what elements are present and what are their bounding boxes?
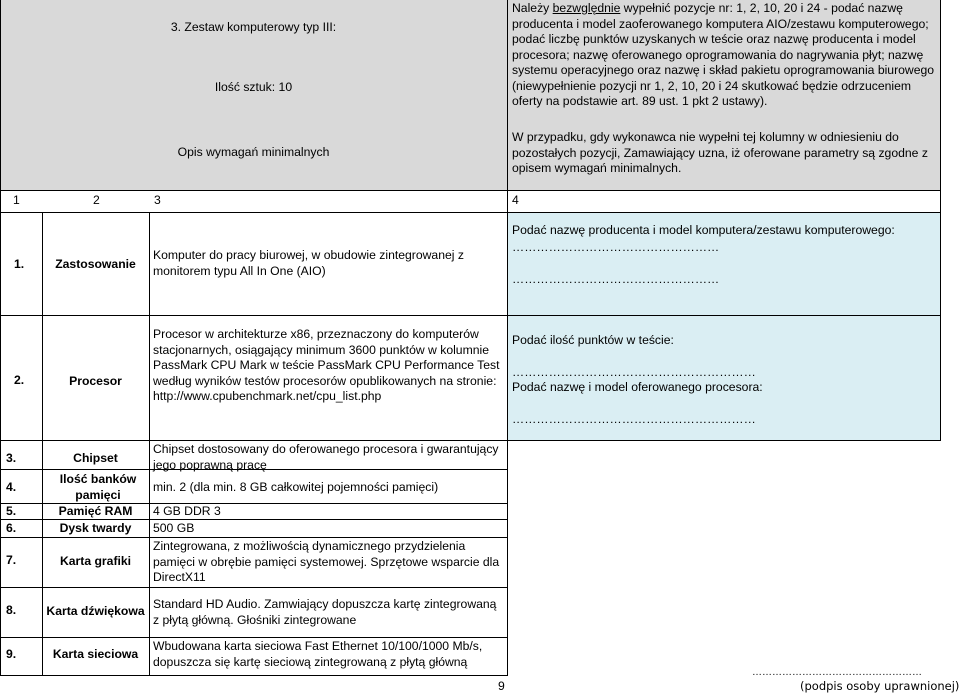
row-description: Zintegrowana, z możliwością dynamicznego przydzielenia pamięci w obrębie pamięci systemowej. Sprzętowe wsparcie dla DirectX11 [153, 539, 500, 584]
grid-line [940, 0, 941, 441]
quantity-label: Ilość sztuk: 10 [214, 80, 293, 94]
grid-line [0, 0, 1, 676]
grid-line [0, 637, 507, 638]
answer-line: …………………………………………………… [512, 365, 756, 379]
grid-line [0, 212, 941, 213]
row-number: 9. [6, 647, 17, 661]
column-number: 4 [512, 193, 519, 207]
row-description: Procesor w architekturze x86, przeznaczony do komputerów stacjonarnych, osiągający minimum 3600 punktów w kolumnie PassMark CPU Mark w teście PassMark CPU Performance Test według wyników testów procesorów opublikowanych na stronie: http://www.cpubenchmark.net/cpu_list.php [153, 327, 500, 403]
instruction-text: Należy bezwględnie wypełnić pozycje nr: 1, 2, 10, 20 i 24 - podać nazwę producenta i model zaoferowanego komputera AIO/zestawu komputerowego; podać liczbę punktów uzyskanych w teście oraz nazwę producenta i model procesora; nazwę oferowanego oprogramowania do nagrywania płyt; nazwę systemu operacyjnego oraz nazwę i skład pakietu oprogramowania biurowego (niewypełnienie pozycji nr 1, 2, 10, 20 i 24 skutkować będzie odrzuceniem oferty na podstawie art. 89 ust. 1 pkt 2 ustawy). [512, 1, 935, 108]
row-description: min. 2 (dla min. 8 GB całkowitej pojemności pamięci) [153, 480, 439, 494]
grid-line [0, 315, 941, 316]
requirements-title: Opis wymagań minimalnych [177, 145, 330, 159]
row-name: Pamięć RAM [58, 504, 133, 518]
answer-line: …………………………………………………… [512, 412, 756, 426]
row-number: 1. [14, 257, 25, 271]
row-name: Chipset [73, 451, 118, 465]
row-number: 5. [6, 504, 17, 518]
row-description: 500 GB [153, 521, 195, 535]
row-description: Chipset dostosowany do oferowanego procesora i gwarantujący jego poprawną pracę [153, 442, 499, 472]
grid-line [0, 537, 507, 538]
grid-line [0, 190, 941, 191]
row-number: 7. [6, 553, 17, 567]
grid-line [507, 0, 508, 676]
row-number: 6. [6, 521, 17, 535]
row-number: 2. [14, 373, 25, 387]
note-text: W przypadku, gdy wykonawca nie wypełni tej kolumny w odniesieniu do pozostałych pozycji, Zamawiający uzna, iż oferowane parametry są zgodne z opisem wymagań minimalnych. [512, 130, 928, 175]
grid-line [149, 212, 150, 676]
grid-line [0, 675, 507, 676]
row-number: 8. [6, 603, 17, 617]
row-name: Zastosowanie [55, 257, 136, 271]
column-number: 2 [93, 193, 100, 207]
grid-line [0, 440, 941, 441]
page-number: 9 [498, 679, 505, 693]
signature-label: (podpis osoby uprawnionej) [800, 679, 960, 693]
signature-dots: …………………………………………… [752, 667, 922, 678]
row-description: Komputer do pracy biurowej, w obudowie zintegrowanej z monitorem typu All In One (AIO) [153, 248, 464, 278]
row-name: Karta grafiki [59, 554, 132, 568]
column-number: 3 [154, 193, 161, 207]
set-title: 3. Zestaw komputerowy typ III: [170, 20, 337, 34]
row-description: Wbudowana karta sieciowa Fast Ethernet 10/100/1000 Mb/s, dopuszcza się kartę sieciową zintegrowaną z płytą główną [153, 639, 483, 669]
answer-line: Podać nazwę producenta i model komputera/zestawu komputerowego: [512, 223, 895, 237]
answer-line: …………………………………………… [512, 240, 720, 254]
row-name: Procesor [69, 374, 122, 388]
grid-line [0, 587, 507, 588]
answer-line: Podać ilość punktów w teście: [512, 333, 674, 347]
row-name: Dysk twardy [59, 521, 132, 535]
row-name: Karta dźwiękowa [46, 604, 145, 618]
row-name: Ilość banków pamięci [59, 472, 137, 502]
column-number: 1 [13, 193, 20, 207]
row-number: 3. [6, 451, 17, 465]
row-description: Standard HD Audio. Zamwiający dopuszcza kartę zintegrowaną z płytą główną. Głośniki zintegrowane [153, 597, 497, 627]
answer-line: …………………………………………… [512, 272, 720, 286]
row-name: Karta sieciowa [52, 647, 139, 661]
underlined-word: bezwględnie [552, 1, 621, 15]
row-description: 4 GB DDR 3 [153, 504, 221, 518]
row-number: 4. [6, 480, 17, 494]
answer-line: Podać nazwę i model oferowanego procesora: [512, 380, 763, 394]
